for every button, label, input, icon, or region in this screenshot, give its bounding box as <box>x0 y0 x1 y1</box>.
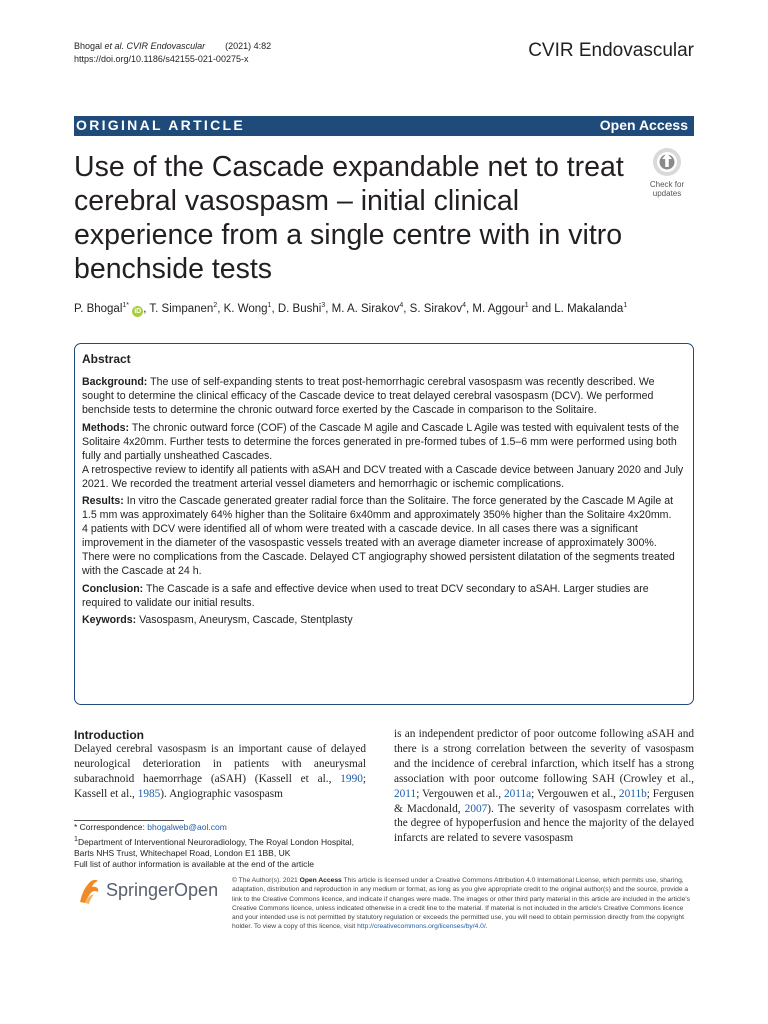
full-list-note: Full list of author information is available at the end of the article <box>74 859 315 870</box>
abstract-methods: Methods: The chronic outward force (COF) of the Cascade M agile and Cascade L Agile was tested with equivalent tests of the Solitaire 4x20mm. Further tests to determine the forces generated in pre-formed tubes of 1.5–6 mm were performed using both fully and partially unsheathed Cascades. A retrospective review to identify all patients with aSAH and DCV treated with a Cascade device between January 2020 and July 2021. We recorded the treatment arterial vessel diameters and hemorrhagic or ischemic complications. <box>82 421 684 490</box>
author[interactable]: S. Sirakov <box>409 302 463 315</box>
intro-left-column: Delayed cerebral vasospasm is an important cause of delayed neurological deterioration in patients with aneurysmal subarachnoid haemorrhage (aSAH) (Kassell et al., 1990; Kassell et al., 1985). Angiographic vasospasm <box>74 743 366 800</box>
author-affiliation: 1* <box>122 302 130 309</box>
author-list: P. Bhogal$^{1*}$ iD , T. Simpanen$^2$, K. Wong$^1$, D. Bushi$^3$, M. A. Sirakov$^4$, S. Sirakov$^4$, M. Aggour$^1$ and L. Makalanda$^1$ <box>74 302 628 315</box>
header-author: Bhogal <box>74 41 103 51</box>
author-affiliation: 4 <box>399 302 404 309</box>
author-affiliation: 4 <box>462 302 466 309</box>
check-updates-icon <box>641 146 693 180</box>
intro-right-column: is an independent predictor of poor outcome following aSAH and there is a strong correlation between the severity of vasospasm and the incidence of cerebral infarction, which itself has a strong association with poor outcome following SAH (Crowley et al., 2011; Vergouwen et al., 2011a; Vergouwen et al., 2011b; Fergusen & Macdonald, 2007). The severity of vasospasm correlates with the degree of hypoperfusion and hence the majority of the delayed infarcts are related to severe vasospasm <box>394 728 695 845</box>
license-statement: © The Author(s). 2021 Open Access This article is licensed under a Creative Commons Attribution 4.0 International License, which permits use, sharing, adaptation, distribution and reproduction in any medium or format, as long as you give appropriate credit to the original author(s) and the source, provide a link to the Creative Commons licence, and indicate if changes were made. The images or other third party material in this article are included in the article's Creative Commons licence, unless indicated otherwise in a credit line to the material. If material is not included in the article's Creative Commons licence and your intended use is not permitted by statutory regulation or exceeds the permitted use, you will need to obtain permission directly from the copyright holder. To view a copy of this licence, visit http://creativecommons.org/licenses/by/4.0/. <box>232 877 690 931</box>
abstract-heading: Abstract <box>82 352 131 366</box>
author[interactable]: K. Wong <box>223 302 268 315</box>
section-heading-introduction: Introduction <box>74 728 144 742</box>
reference-link[interactable]: 2011b <box>618 787 647 800</box>
author[interactable]: M. A. Sirakov <box>331 302 400 315</box>
reference-link[interactable]: 2007 <box>464 802 488 815</box>
springer-horse-icon <box>76 876 102 906</box>
article-title: Use of the Cascade expandable net to treat cerebral vasospasm – initial clinical experience from a single centre with in vitro benchside tests <box>74 151 624 285</box>
journal-name: CVIR Endovascular <box>528 40 694 61</box>
article-type-banner <box>74 116 694 136</box>
affiliation-text: Department of Interventional Neuroradiology, The Royal London Hospital, Barts NHS Trust, Whitechapel Road, London E1 1BB, UK <box>74 836 355 858</box>
author[interactable]: T. Simpanen <box>149 302 214 315</box>
author[interactable]: P. Bhogal <box>74 302 123 315</box>
reference-link[interactable]: 2011a <box>503 787 532 800</box>
reference-link[interactable]: 1985 <box>137 787 161 800</box>
abstract-box <box>74 343 694 705</box>
author[interactable]: D. Bushi <box>277 302 322 315</box>
header-year-volume: (2021) 4:82 <box>225 41 272 51</box>
author[interactable]: L. Makalanda <box>554 302 624 315</box>
author-affiliation: 3 <box>321 302 326 309</box>
correspondence-email-link[interactable]: bhogalweb@aol.com <box>147 822 227 832</box>
footnote-divider <box>74 820 184 821</box>
abstract-background: Background: The use of self-expanding stents to treat post-hemorrhagic cerebral vasospasm was recently described. We sought to determine the clinical efficacy of the Cascade device to treat delayed cerebral vasospasm (DCV). We performed benchside tests to determine the chronic outward force exerted by the Cascade in comparison to the Solitaire. <box>82 376 655 416</box>
check-updates-text: Check for updates <box>649 180 685 198</box>
author[interactable]: M. Aggour <box>472 302 525 315</box>
header-doi-link[interactable]: https://doi.org/10.1186/s42155-021-00275-x <box>74 54 249 64</box>
author-affiliation: 1 <box>524 302 529 309</box>
abstract-results: Results: In vitro the Cascade generated greater radial force than the Solitaire. The force generated by the Cascade M Agile at 1.5 mm was approximately 64% higher than the Solitaire 6x40mm and approximately 350% higher than the Solitaire 4x20mm. 4 patients with DCV were identified all of whom were treated with a cascade device. In all cases there was a significant improvement in the diameter of the vasospastic vessels treated with an average diameter increase of approximately 300%. There were no complications from the Cascade. Delayed CT angiography showed persistent dilatation of the segments treated with the Cascade at 24 h. <box>82 495 675 577</box>
license-link[interactable]: http://creativecommons.org/licenses/by/4.0/ <box>357 923 486 931</box>
open-access-label: Open Access <box>599 117 688 133</box>
author-affiliation: 1 <box>623 302 628 309</box>
correspondence-footnote: * Correspondence: bhogalweb@aol.com $^1$Department of Interventional Neuroradiology, The Royal London Hospital, Barts NHS Trust, Whitechapel Road, London E1 1BB, UK Full list of author information is available at the end of the article <box>74 822 374 871</box>
check-for-updates-badge[interactable] <box>641 146 693 200</box>
article-type-label: ORIGINAL ARTICLE <box>76 117 246 133</box>
abstract-conclusion: Conclusion: The Cascade is a safe and effective device when used to treat DCV secondary to aSAH. Larger studies are required to validate our initial results. <box>82 582 649 609</box>
springer-open-logo: SpringerOpen <box>76 876 216 916</box>
author-affiliation: 1 <box>267 302 272 309</box>
running-header <box>74 40 271 66</box>
author-affiliation: 2 <box>213 302 218 309</box>
reference-link[interactable]: 2011 <box>394 787 417 800</box>
abstract-keywords: Keywords: Vasospasm, Aneurysm, Cascade, Stentplasty <box>82 614 353 626</box>
springer-wordmark: Springer <box>106 880 175 900</box>
orcid-icon[interactable]: iD <box>134 307 142 315</box>
header-journal: et al. CVIR Endovascular <box>104 41 206 51</box>
reference-link[interactable]: 1990 <box>340 772 363 785</box>
